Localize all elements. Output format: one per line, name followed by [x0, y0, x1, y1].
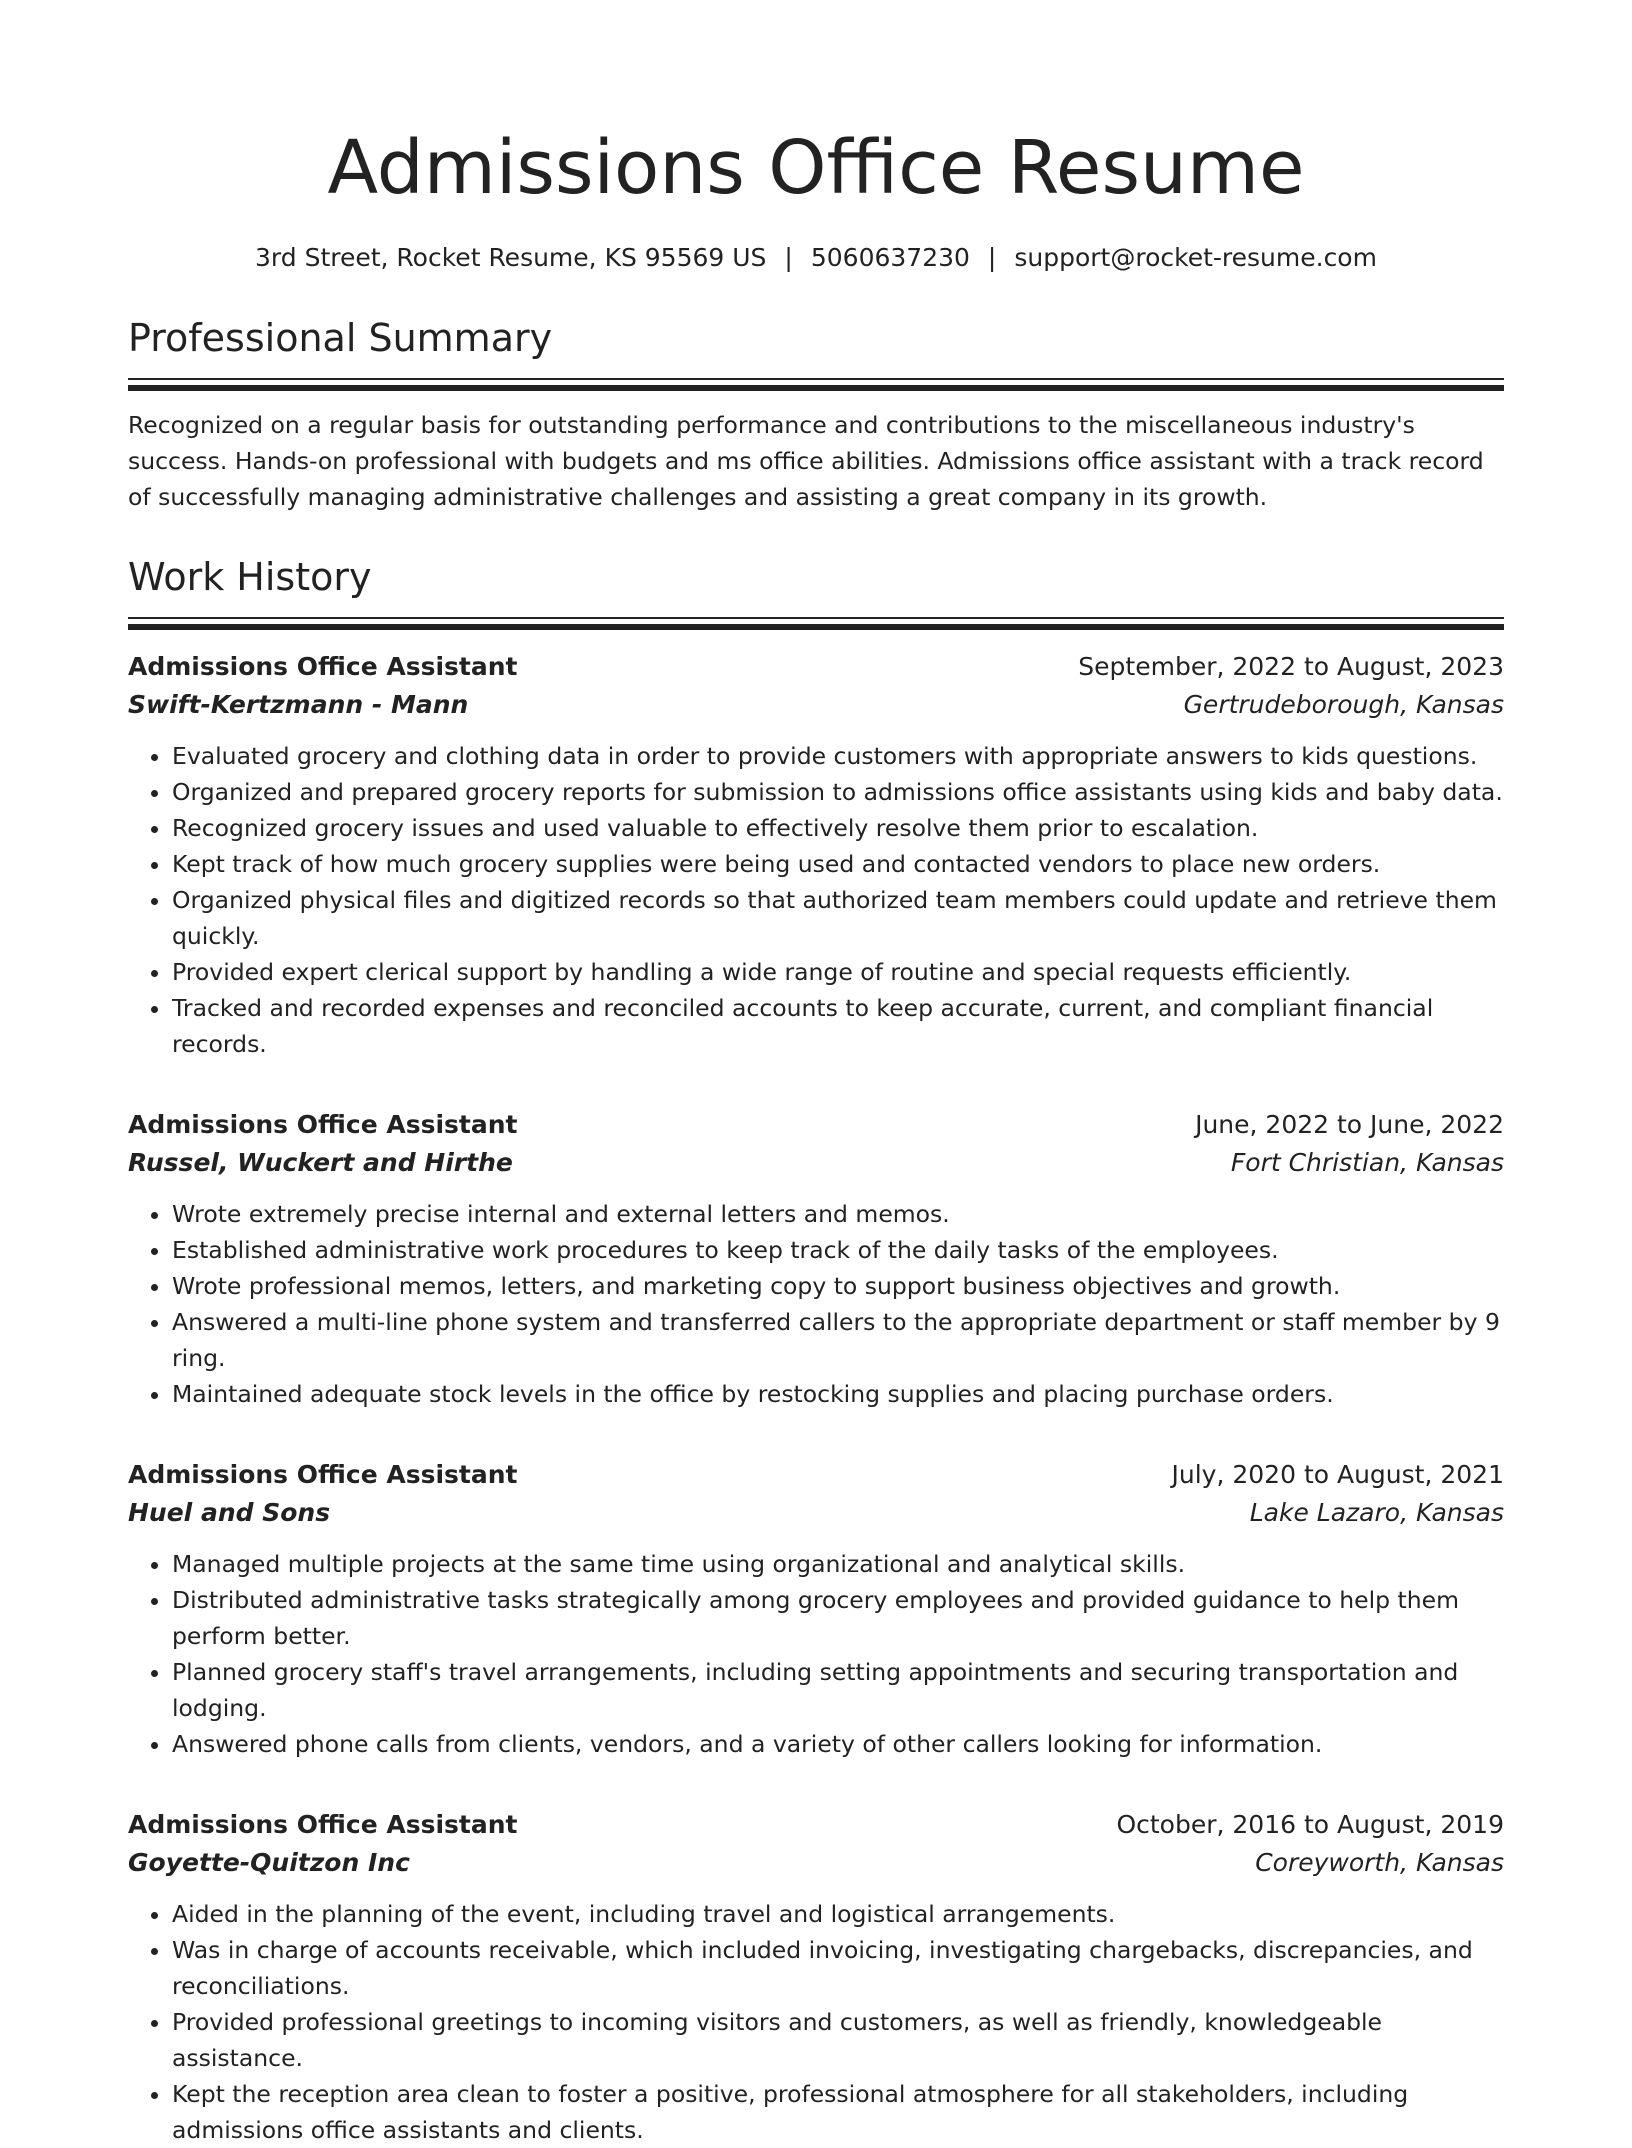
job-bullet-list [128, 738, 1504, 1062]
job-bullet: • Aided in the planning of the event, including travel and logistical arrangements. [172, 1896, 1504, 1932]
contact-separator: | [987, 243, 997, 272]
contact-phone: 5060637230 [810, 243, 970, 272]
summary-text: Recognized on a regular basis for outstanding performance and contributions to the miscellaneous industry's success. Hands-on professional with budgets and ms office abilities. Admissions office assistant with a track record of successfully managing administrative challenges and assisting a great company in its growth. [128, 411, 1484, 511]
job-dates: July, 2020 to August, 2021 [1171, 1460, 1504, 1489]
job-company-row [128, 686, 1504, 724]
job-bullet: • Managed multiple projects at the same time using organizational and analytical skills. [172, 1546, 1504, 1582]
contact-line [128, 240, 1504, 276]
job-header-row [128, 1456, 1504, 1494]
job-bullet: • Answered phone calls from clients, vendors, and a variety of other callers looking for information. [172, 1726, 1504, 1762]
job-bullet: • Distributed administrative tasks strategically among grocery employees and provided guidance to help them perform better. [172, 1582, 1504, 1654]
job-bullet: • Tracked and recorded expenses and reconciled accounts to keep accurate, current, and compliant financial records. [172, 990, 1504, 1062]
job-company-row [128, 1494, 1504, 1532]
job-dates: September, 2022 to August, 2023 [1078, 652, 1504, 681]
job-bullet: • Provided expert clerical support by handling a wide range of routine and special requests efficiently. [172, 954, 1504, 990]
job-location: Gertrudeborough, Kansas [1183, 690, 1504, 719]
job-header-row [128, 1106, 1504, 1144]
job-bullet: • Kept the reception area clean to foster a positive, professional atmosphere for all stakeholders, including admissions office assistants and clients. [172, 2076, 1504, 2148]
job-bullet: • Planned grocery staff's travel arrangements, including setting appointments and securing transportation and lodging. [172, 1654, 1504, 1726]
job-bullet: • Recognized grocery issues and used valuable to effectively resolve them prior to escalation. [172, 810, 1504, 846]
job-bullet: • Was in charge of accounts receivable, which included invoicing, investigating chargebacks, discrepancies, and reconciliations. [172, 1932, 1504, 2004]
job-bullet: • Established administrative work procedures to keep track of the daily tasks of the employees. [172, 1232, 1504, 1268]
job-title: Admissions Office Assistant [128, 1110, 518, 1139]
job-dates: October, 2016 to August, 2019 [1116, 1810, 1504, 1839]
job-bullet: • Wrote extremely precise internal and external letters and memos. [172, 1196, 1504, 1232]
job-company-row [128, 1844, 1504, 1882]
contact-email: support@rocket-resume.com [1014, 243, 1377, 272]
job-company-row [128, 1144, 1504, 1182]
job-bullet-list [128, 1546, 1504, 1762]
job-location: Lake Lazaro, Kansas [1249, 1498, 1504, 1527]
job-title: Admissions Office Assistant [128, 1460, 518, 1489]
job-company: Huel and Sons [128, 1498, 331, 1527]
job-bullet: • Wrote professional memos, letters, and marketing copy to support business objectives and growth. [172, 1268, 1504, 1304]
job-entry [128, 648, 1504, 1062]
job-dates: June, 2022 to June, 2022 [1195, 1110, 1504, 1139]
job-bullet: • Kept track of how much grocery supplies were being used and contacted vendors to place new orders. [172, 846, 1504, 882]
job-location: Coreyworth, Kansas [1255, 1848, 1504, 1877]
job-bullet: • Evaluated grocery and clothing data in order to provide customers with appropriate answers to kids questions. [172, 738, 1504, 774]
job-company: Goyette-Quitzon Inc [128, 1848, 410, 1877]
section-heading-work-history: Work History [128, 555, 372, 599]
job-bullet: • Provided professional greetings to incoming visitors and customers, as well as friendly, knowledgeable assistance. [172, 2004, 1504, 2076]
job-location: Fort Christian, Kansas [1230, 1148, 1504, 1177]
job-company: Swift-Kertzmann - Mann [128, 690, 469, 719]
job-entry [128, 1456, 1504, 1762]
contact-separator: | [784, 243, 793, 272]
job-bullet: • Organized physical files and digitized records so that authorized team members could update and retrieve them quickly. [172, 882, 1504, 954]
job-bullet: • Organized and prepared grocery reports for submission to admissions office assistants using kids and baby data. [172, 774, 1504, 810]
job-header-row [128, 1806, 1504, 1844]
section-divider [128, 378, 1504, 391]
job-title: Admissions Office Assistant [128, 652, 518, 681]
job-title: Admissions Office Assistant [128, 1810, 518, 1839]
job-company: Russel, Wuckert and Hirthe [128, 1148, 513, 1177]
job-header-row [128, 648, 1504, 686]
job-bullet-list [128, 1896, 1504, 2148]
job-bullet: • Maintained adequate stock levels in the office by restocking supplies and placing purchase orders. [172, 1376, 1504, 1412]
job-entry [128, 1106, 1504, 1412]
job-bullet-list [128, 1196, 1504, 1412]
contact-address: 3rd Street, Rocket Resume, KS 95569 US [255, 243, 767, 272]
section-heading-summary: Professional Summary [128, 316, 553, 360]
job-bullet: • Answered a multi-line phone system and transferred callers to the appropriate department or staff member by 9 ring. [172, 1304, 1504, 1376]
job-entry [128, 1806, 1504, 2148]
resume-title: Admissions Office Resume [327, 125, 1305, 211]
section-divider [128, 617, 1504, 630]
